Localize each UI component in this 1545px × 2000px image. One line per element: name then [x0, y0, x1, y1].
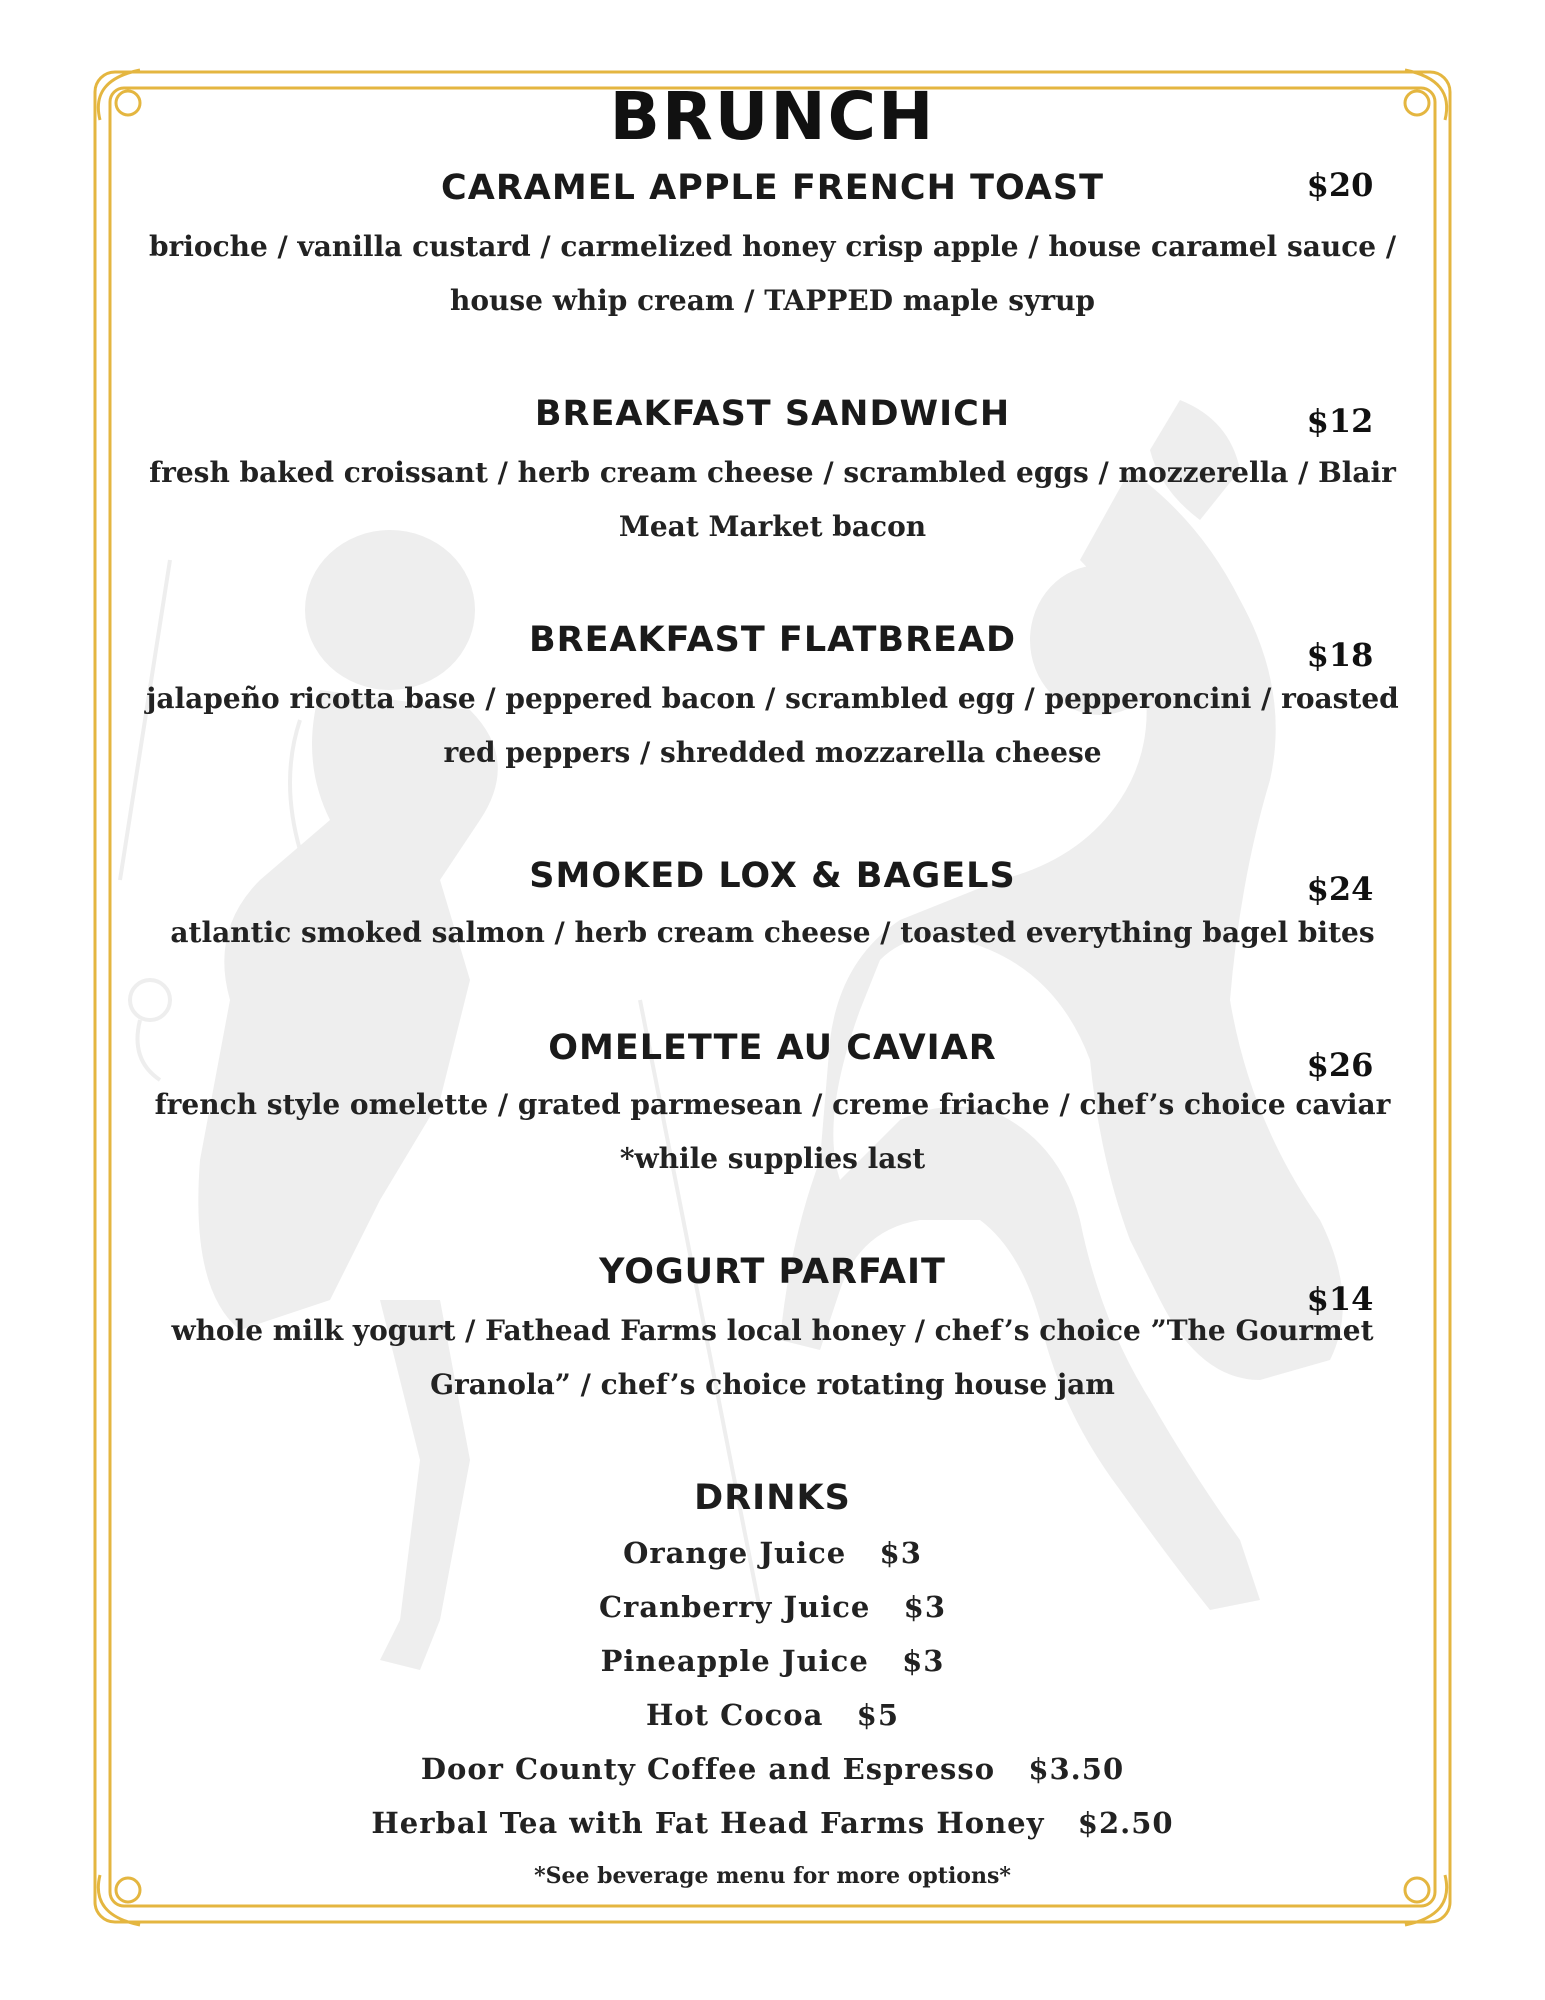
dish-name: YOGURT PARFAIT [599, 1252, 946, 1292]
menu-title: BRUNCH [609, 78, 936, 155]
dish-description-line: jalapeño ricotta base / peppered bacon / scrambled egg / pepperoncini / roasted [146, 682, 1399, 715]
dish-description-line: house whip cream / TAPPED maple syrup [449, 284, 1096, 317]
dish-description-line: *while supplies last [619, 1142, 926, 1175]
dish-name: OMELETTE AU CAVIAR [548, 1028, 997, 1068]
dish-description-line: red peppers / shredded mozzarella cheese [443, 736, 1102, 769]
dish-description-line: whole milk yogurt / Fathead Farms local honey / chef’s choice ”The Gourmet [171, 1314, 1374, 1347]
drink-item: Door County Coffee and Espresso $3.50 [420, 1752, 1125, 1786]
drinks-heading: DRINKS [694, 1478, 851, 1518]
dish-description-line: atlantic smoked salmon / herb cream cheese / toasted everything bagel bites [170, 916, 1375, 949]
dish-price: $12 [1306, 402, 1374, 440]
dish-price: $20 [1306, 166, 1374, 204]
dish-description-line: Meat Market bacon [618, 510, 927, 543]
dish-price: $14 [1306, 1280, 1374, 1318]
drink-item: Pineapple Juice $3 [600, 1644, 945, 1678]
dish-price: $24 [1306, 870, 1374, 908]
dish-name: BREAKFAST FLATBREAD [528, 620, 1017, 660]
dish-name: SMOKED LOX & BAGELS [529, 856, 1016, 896]
dish-price: $26 [1306, 1046, 1374, 1084]
dish-description-line: Granola” / chef’s choice rotating house jam [430, 1368, 1115, 1401]
dish-description-line: french style omelette / grated parmesean / creme friache / chef’s choice caviar [154, 1088, 1391, 1121]
dish-name: BREAKFAST SANDWICH [534, 394, 1011, 434]
beverage-footnote: *See beverage menu for more options* [534, 1863, 1011, 1889]
drink-item: Herbal Tea with Fat Head Farms Honey $2.50 [371, 1806, 1174, 1840]
drink-item: Hot Cocoa $5 [645, 1698, 900, 1732]
drink-item: Orange Juice $3 [623, 1536, 922, 1570]
dish-name: CARAMEL APPLE FRENCH TOAST [441, 168, 1104, 208]
dish-description-line: fresh baked croissant / herb cream cheese / scrambled eggs / mozzerella / Blair [149, 456, 1396, 489]
dish-price: $18 [1306, 636, 1374, 674]
drink-item: Cranberry Juice $3 [598, 1590, 947, 1624]
dish-description-line: brioche / vanilla custard / carmelized honey crisp apple / house caramel sauce / [148, 230, 1397, 263]
